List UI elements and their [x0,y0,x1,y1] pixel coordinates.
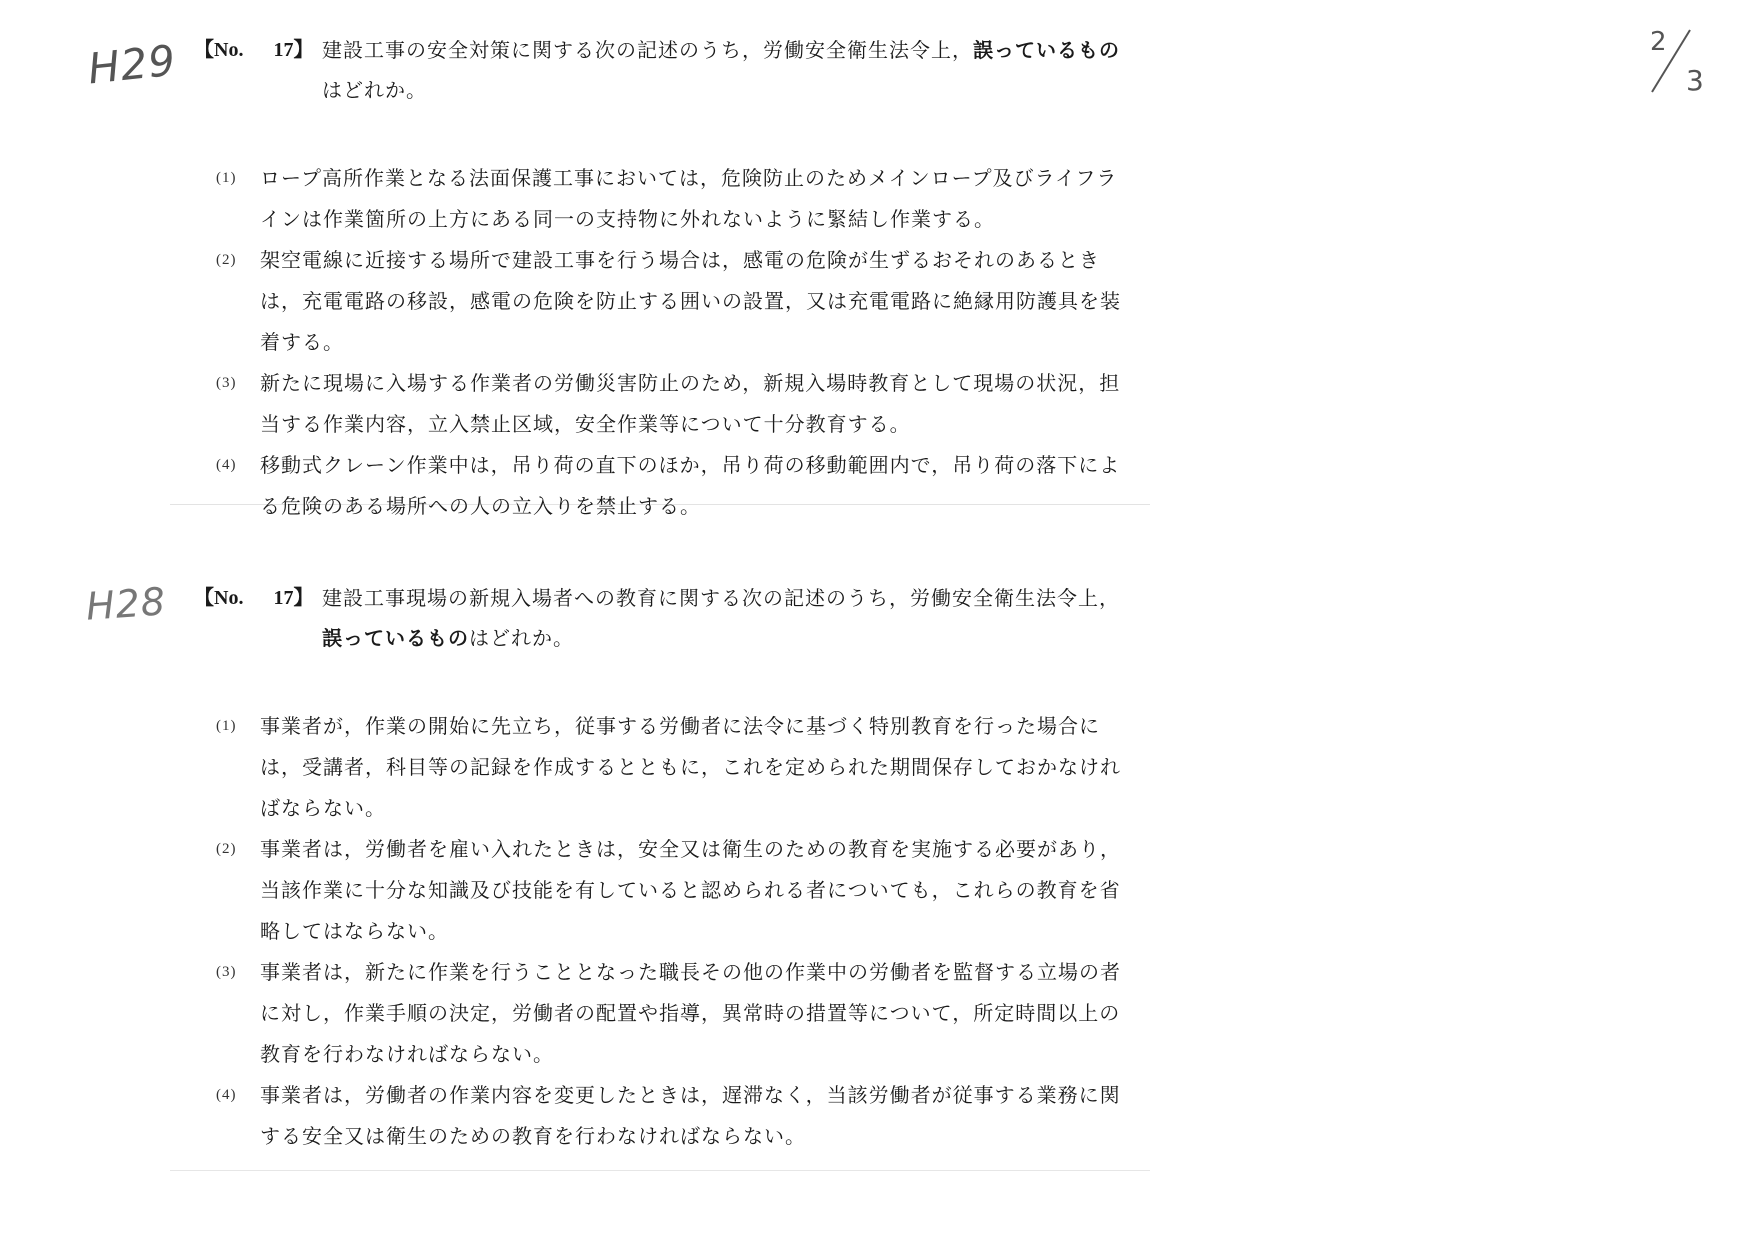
option-item [170,240,1135,363]
handwritten-page-mark [1640,22,1720,102]
option-item [170,158,1135,240]
question-header [170,578,1150,658]
emphasis-text: 誤っているもの [973,38,1120,62]
option-item [170,706,1135,829]
option-number: (1) [216,718,237,734]
option-text: 事業者は，新たに作業を行うこととなった職長その他の作業中の労働者を監督する立場の者に対し，作業手順の決定，労働者の配置や指導，異常時の措置等について，所定時間以上の教育を行わなければならない。 [260,960,1121,1066]
emphasis-text: 誤っているもの [322,626,469,650]
option-list [170,158,1150,527]
option-number: (3) [216,964,237,980]
option-number: (1) [216,170,237,186]
option-text: 事業者は，労働者の作業内容を変更したときは，遅滞なく，当該労働者が従事する業務に関する安全又は衛生のための教育を行わなければならない。 [260,1083,1121,1148]
handwritten-year-h29: H29 [85,35,179,94]
option-number: (2) [216,841,237,857]
question-header [170,30,1150,110]
question-block-h28 [170,578,1150,1171]
option-text: ロープ高所作業となる法面保護工事においては，危険防止のためメインロープ及びライフラインは作業箇所の上方にある同一の支持物に外れないように緊結し作業する。 [260,166,1118,231]
question-number: 【No. 17】 [194,587,314,609]
option-number: (4) [216,1087,237,1103]
option-text: 移動式クレーン作業中は，吊り荷の直下のほか，吊り荷の移動範囲内で，吊り荷の落下による危険のある場所への人の立入りを禁止する。 [260,453,1121,518]
option-text: 架空電線に近接する場所で建設工事を行う場合は，感電の危険が生ずるおそれのあるときは，充電電路の移設，感電の危険を防止する囲いの設置，又は充電電路に絶縁用防護具を装着する。 [260,248,1121,354]
option-item [170,363,1135,445]
option-item [170,1075,1135,1157]
option-number: (4) [216,457,237,473]
page-numerator: 2 [1650,27,1667,57]
handwritten-year-h28: H28 [84,579,168,629]
option-item [170,952,1135,1075]
question-number: 【No. 17】 [194,39,314,61]
option-list [170,706,1150,1157]
option-item [170,445,1135,527]
option-number: (3) [216,375,237,391]
option-number: (2) [216,252,237,268]
question-stem: 建設工事現場の新規入場者への教育に関する次の記述のうち，労働安全衛生法令上，誤っているものはどれか。 [322,586,1120,650]
option-text: 新たに現場に入場する作業者の労働災害防止のため，新規入場時教育として現場の状況，担当する作業内容，立入禁止区域，安全作業等について十分教育する。 [260,371,1121,436]
question-stem: 建設工事の安全対策に関する次の記述のうち，労働安全衛生法令上，誤っているものはどれか。 [322,38,1120,102]
question-block-h29 [170,30,1150,518]
option-text: 事業者が，作業の開始に先立ち，従事する労働者に法令に基づく特別教育を行った場合には，受講者，科目等の記録を作成するとともに，これを定められた期間保存しておかなければならない。 [260,714,1121,820]
option-text: 事業者は，労働者を雇い入れたときは，安全又は衛生のための教育を実施する必要があり，当該作業に十分な知識及び技能を有していると認められる者についても，これらの教育を省略してはならない。 [260,837,1121,943]
option-item [170,829,1135,952]
page-denominator: 3 [1686,64,1704,97]
